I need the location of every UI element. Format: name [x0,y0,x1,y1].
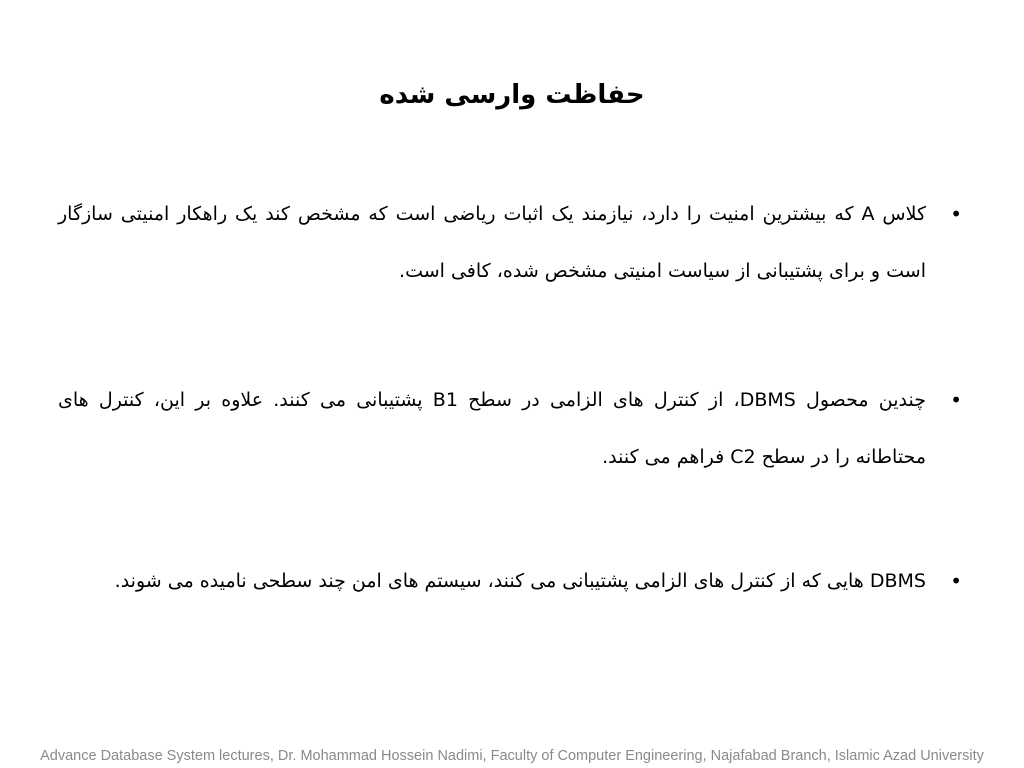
bullet-text: چندین محصول DBMS، از کنترل های الزامی در سطح B1 پشتیبانی می کنند. علاوه بر این، کنترل های محتاطانه را در سطح C2 فراهم می کنند. [58,389,926,468]
bullet-marker: • [950,202,962,226]
bullet-item [58,186,962,300]
bullet-marker: • [950,388,962,412]
bullet-marker: • [950,569,962,593]
slide-footer: Advance Database System lectures, Dr. Mohammad Hossein Nadimi, Faculty of Computer Engineering, Najafabad Branch, Islamic Azad University [40,748,984,764]
bullet-item [58,372,962,486]
bullet-text: کلاس A که بیشترین امنیت را دارد، نیازمند یک اثبات ریاضی است که مشخص کند یک راهکار امنیتی سازگار است و برای پشتیبانی از سیاست امنیتی مشخص شده، کافی است. [58,203,926,282]
bullet-item [58,553,962,610]
slide-title: حفاظت وارسی شده [379,80,645,110]
bullet-text: DBMS هایی که از کنترل های الزامی پشتیبانی می کنند، سیستم های امن چند سطحی نامیده می شوند. [114,570,926,592]
